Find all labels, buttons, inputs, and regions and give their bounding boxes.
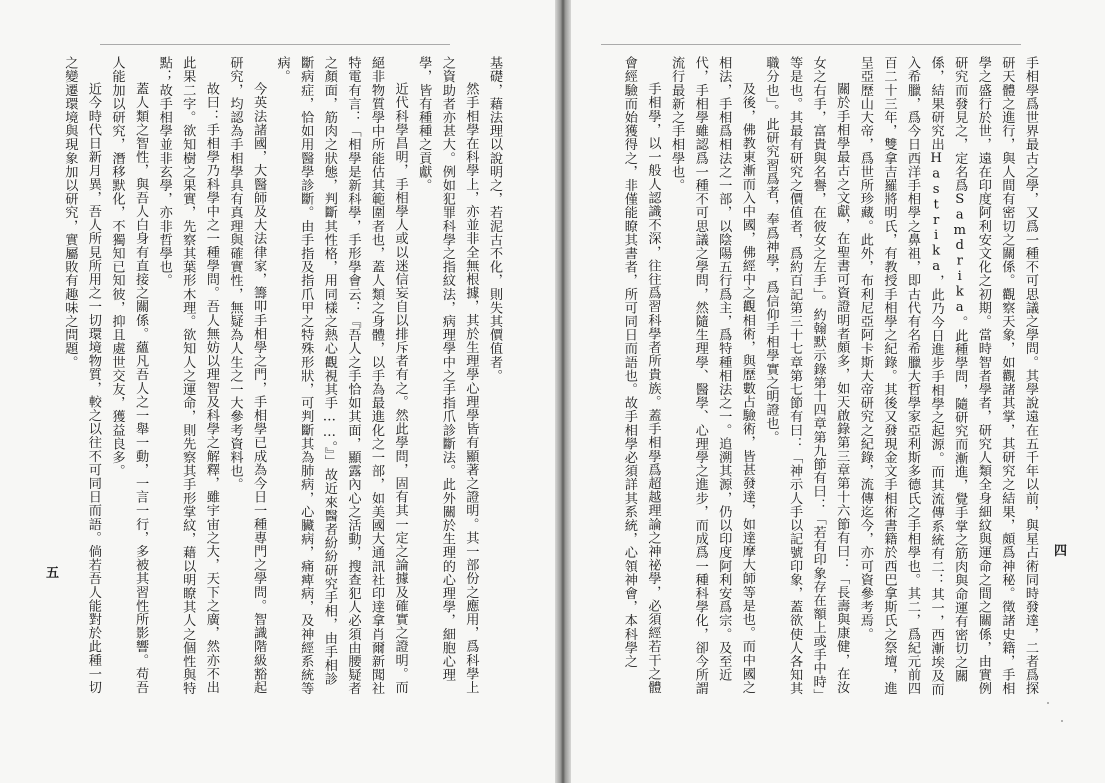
page-edge-rule	[601, 44, 1021, 45]
page-number: 四	[1054, 544, 1068, 559]
paragraph: 及後，佛教東漸而入中國，佛經中之觀相術，與歷數占驗術，皆甚發達，如達摩大師等是也。而中國之相法，手相爲相法之一部，以陰陽五行爲主，爲特種相法之一。追溯其源，仍以印度阿利安爲宗。及至近代，手相學雖認爲一種不可思議之學問，然隨生理學、醫學、心理學之進步，而成爲一種科學化，卻今所謂流行最新之手相學也。	[669, 56, 755, 696]
book-gutter	[555, 0, 571, 783]
paragraph: 然手相學在科學上，亦並非全無根據，其於生理學心理學皆有顯著之證明。其一部份之應用，爲科學上之資助者亦甚大。例如犯罪科學之指紋法，病理學中之手指爪診斷法。此外關於生理的心理學，細胞心理學，皆有種種之貢獻。	[416, 56, 479, 695]
paragraph: 近代科學昌明，手相學人或以迷信妄自以排斥者有之。然此學問，固有其一定之論據及確實之證明。而絕非物質學中所能估其範圍者也，蓋人類之身體，以手為最進化之一部，如美國大通訊社印達拿肖爾新聞社特電有言：「相學是新科學，手形學會云：『吾人之手恰如其面，顯露內心之活動，搜查犯人必須由腰疑者之顏面，筋肉之狀態，判斷其性格，用同樣之熱心觀視其手……。』」故近來醫者紛紛研究手相，由手相診斷病症，恰如用醫學診斷。由手指及指爪甲之特殊形狀，可判斷其為肺病，心臟病，痛痺病，及神經系統等病。	[274, 56, 408, 696]
paragraph: 故曰：手相學乃科學中之一種學問。吾人無妨以理智及科學之解釋，雖宇宙之大，天下之廣，然亦不出此果二字。欲知樹之果實，先察其葉形木理。欲知人之運命，則先察其手形掌紋，藉以明瞭其人之個性與特點；故手相學並非玄學，亦非哲學也。	[156, 56, 219, 696]
paragraph: 近今時代日新月異，吾人所見所用之一切環境物質，較之以往不可同日而語。倘若吾人能對於此種一切之變遷環境與現象加以研究，實屬敗有趣味之問題。	[62, 56, 101, 695]
scan-speck	[1047, 702, 1049, 704]
paragraph: 關於手相學最古之文獻，在聖書可資證明者頗多，如天啟錄第三章第十六節有曰：「長壽與康健，在汝女之右手，富貴與名譽，在彼女之左手」。約翰默示錄第十四章第九節有曰：「若有印象存在額上或手中時」等是也。其最有研究之價值者，爲約百記第三十七章第七節有曰：「神示人手以記號印象，蓋欲使人各知其職分也」。此研究習爲者，奉爲神學，爲信仰手相學實之明證也。	[763, 56, 850, 696]
page-edge-rule	[100, 44, 450, 45]
scan-speck	[1061, 720, 1063, 722]
paragraph: 蓋人類之智性，與吾人白身有直接之關係。蘊凡吾人之一舉一動，一言一行，多被其習性所影響。苟吾人能加以研究，潛移默化，不獨知已知彼，抑且處世交友，獲益良多。	[109, 56, 149, 695]
page-number: 五	[46, 566, 60, 581]
right-page	[571, 0, 1105, 783]
right-page-text-column	[597, 56, 1042, 696]
paragraph: 基礎，藉法理以說明之，若泥古不化，則失其價值者。	[487, 56, 502, 383]
paragraph: 手相學，以一般人認識不深，往往爲習科學者所貴族。蓋手相學爲超越理論之神祕學，必須經若干之體會經驗而始獲得之，非僅能瞭其書者，所可同日而語也。故手相學必須詳其系統，心領神會，本科學之	[621, 56, 661, 695]
paragraph: 今英法諸國，大醫師及大法律家，籌叩手相學之門，手相學已成為今日一種專門之學問。智識階級豁起研究，均認為手相學具有真理與確實性，無疑為人生之一大參考資料也。	[227, 56, 267, 695]
left-page-text-column	[62, 56, 506, 696]
paragraph: 手相學爲世界最古之學，又爲一種不可思議之學問。其學說遠在五千年以前，與星占術同時發達，二者爲探研天體之進行，與人間有密切之關係。觀察天象，如觀諸其掌，其研究之結果，頗爲神秘。徵諸史籍，手相學之盛行於世，遠在印度阿利安文化之初期。當時智者學者，研究人類全身細紋與運命之間之關係，由實例研究而發見之，定名爲Samdrika。此種學問，隨研究而漸進，覺手掌之筋肉與命運有密切之關係，結果研究出Hastrika，此乃今日進步手相學之起源。而其流傳系統有二：其一，西漸埃及而入希臘，爲今日西洋手相學之鼻祖，即古代有名希臘大哲學家亞利斯多德氏之手相學也。其二，爲紀元前四百二十三年，雙拿吉羅將明氏，有教授手相學之紀錄。其後又發現金文手相術書籍於西巴拿斯氏之祭壇，進呈亞歷山大帝，爲世所珍藏。此外，布利尼亞阿卡斯大帝研究之紀錄，流傳迄今，亦可資參考焉。	[857, 56, 1038, 696]
